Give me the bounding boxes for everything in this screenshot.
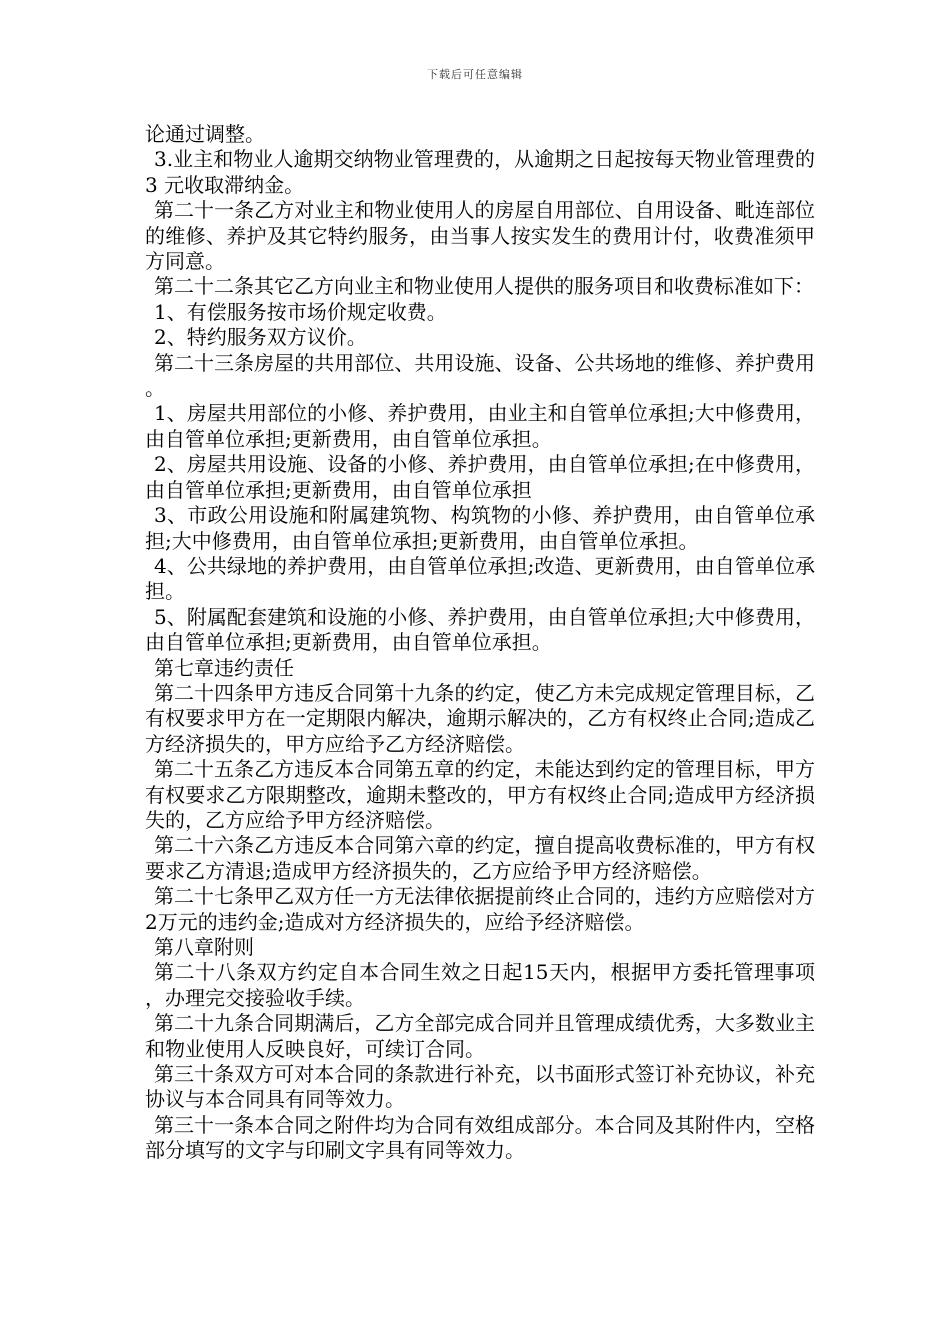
paragraph: 1、房屋共用部位的小修、养护费用，由业主和自管单位承担;大中修费用，由自管单位承担;更新费用，由自管单位承担。 — [145, 401, 815, 451]
paragraph: 4、公共绿地的养护费用，由自管单位承担;改造、更新费用，由自管单位承担。 — [145, 553, 815, 604]
paragraph: 第三十条双方可对本合同的条款进行补充，以书面形式签订补充协议，补充协议与本合同具有同等效力。 — [145, 1062, 815, 1112]
paragraph: 第二十四条甲方违反合同第十九条的约定，使乙方未完成规定管理目标，乙有权要求甲方在一定期限内解决，逾期示解决的，乙方有权终止合同;造成乙方经济损失的，甲方应给予乙方经济赔偿。 — [145, 680, 815, 756]
document-body — [145, 122, 815, 1164]
chapter-heading: 第七章违约责任 — [154, 655, 294, 680]
paragraph: 3.业主和物业人逾期交纳物业管理费的，从逾期之日起按每天物业管理费的3 元收取滞纳金。 — [145, 147, 815, 197]
paragraph: 第三十一条本合同之附件均为合同有效组成部分。本合同及其附件内，空格部分填写的文字与印刷文字具有同等效力。 — [145, 1112, 815, 1163]
paragraph: 第二十九条合同期满后，乙方全部完成合同并且管理成绩优秀，大多数业主和物业使用人反映良好，可续订合同。 — [145, 1011, 815, 1061]
paragraph: 第二十一条乙方对业主和物业使用人的房屋自用部位、自用设备、毗连部位的维修、养护及其它特约服务，由当事人按实发生的费用计付，收费准须甲方同意。 — [145, 198, 815, 274]
paragraph: 5、附属配套建筑和设施的小修、养护费用，由自管单位承担;大中修费用，由自管单位承担;更新费用，由自管单位承担。 — [145, 604, 815, 655]
paragraph: 第二十六条乙方违反本合同第六章的约定，擅自提高收费标准的，甲方有权要求乙方清退;造成甲方经济损失的，乙方应给予甲方经济赔偿。 — [145, 833, 815, 883]
paragraph: 第二十五条乙方违反本合同第五章的约定，未能达到约定的管理目标，甲方有权要求乙方限期整改，逾期未整改的，甲方有权终止合同;造成甲方经济损失的，乙方应给予甲方经济赔偿。 — [145, 757, 815, 832]
paragraph: 第二十七条甲乙双方任一方无法律依据提前终止合同的，违约方应赔偿对方2万元的违约金;造成对方经济损失的，应给予经济赔偿。 — [145, 884, 815, 934]
paragraph: 3、市政公用设施和附属建筑物、构筑物的小修、养护费用，由自管单位承担;大中修费用，由自管单位承担;更新费用，由自管单位承担。 — [145, 503, 815, 553]
paragraph: 2、特约服务双方议价。 — [154, 325, 367, 350]
page-header: 下载后可任意编辑 — [427, 68, 523, 81]
paragraph: 第二十三条房屋的共用部位、共用设施、设备、公共场地的维修、养护费用。 — [145, 350, 815, 401]
chapter-heading: 第八章附则 — [154, 935, 254, 959]
paragraph: 第二十八条双方约定自本合同生效之日起15天内，根据甲方委托管理事项，办理完交接验收手续。 — [145, 960, 815, 1010]
paragraph: 第二十二条其它乙方向业主和物业使用人提供的服务项目和收费标准如下： — [154, 274, 814, 299]
paragraph: 1、有偿服务按市场价规定收费。 — [154, 299, 447, 324]
paragraph: 论通过调整。 — [145, 122, 265, 146]
paragraph: 2、房屋共用设施、设备的小修、养护费用，由自管单位承担;在中修费用，由自管单位承担;更新费用，由自管单位承担 — [145, 452, 815, 502]
